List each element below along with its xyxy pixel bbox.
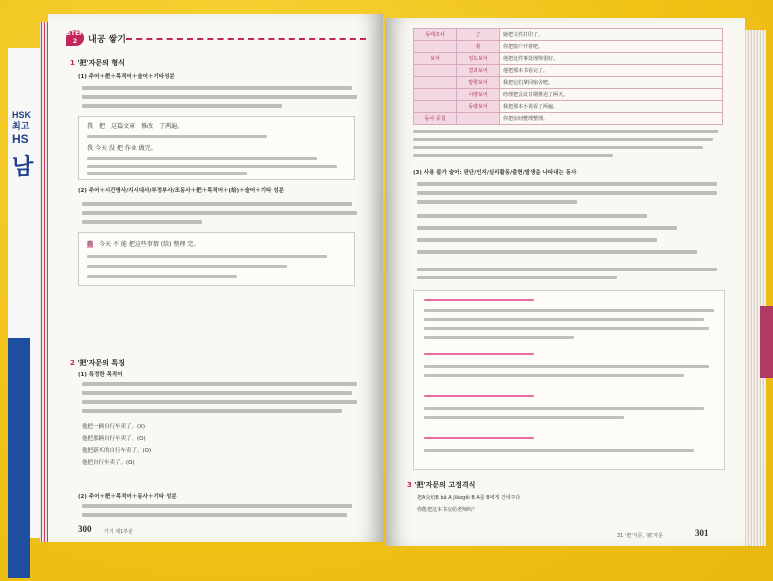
open-book [8,8,770,578]
table-row: 시량보어 经理把会议日期推迟了两天。 [414,89,723,101]
table-row-3: 我 今天 不 能 把这些事情 (给) 整理 完。 [87,241,200,248]
section-4-heading: 3 '把'자문의 고정격식 [407,481,476,489]
left-page-footer: 가기 제1부분 [104,529,133,535]
left-page [48,14,383,542]
example-table-1 [78,116,355,180]
example-4: 他把自行车卖了。(O) [82,460,135,466]
section-1-heading: 1 '把'자문의 형식 [70,59,125,67]
example-1: 他把一辆自行车卖了。(X) [82,424,146,430]
table-row: 着 你把窗户开着吧。 [414,41,723,53]
section-3-subheading: (3) 사용 불가 술어: 판단/인지/심리활동/출현/발생을 나타내는 동사 [413,170,577,176]
right-page-edges [744,30,766,546]
section-1-subheading-1: (1) 주어＋把＋목적어＋술어＋기타성분 [78,74,175,80]
right-page [385,18,745,546]
chapter-tab [760,306,773,378]
table-row-2: 我 今天 没 把 作业 做完。 [87,145,157,152]
step-divider [126,38,366,40]
table-row: 결과보어 他把那本书看完了。 [414,65,723,77]
table-row-1: 我 把 这篇文章 修改 了两遍。 [87,123,184,130]
fixed-pattern-1: 把A交给B bǎ A jiāogěi B A를 B에게 건네주다 [417,495,521,501]
fixed-pattern-example: 你能把这本书交给老师吗？ [417,507,478,513]
step-title: 내공 쌓기 [88,35,126,45]
section-2-subheading-1: (1) 특정한 목적어 [78,372,123,378]
function-table [413,28,723,125]
step-header [66,30,366,46]
underlying-book-title: HSK 최고 HS 남 [12,110,34,179]
page-number-right: 301 [695,528,709,538]
example-2: 他把那辆自行车卖了。(O) [82,436,146,442]
verb-list-box [413,290,725,470]
section-1-subheading-2: (2) 주어＋시간명사/지시대사/부정부사/조동사＋把＋목적어＋(给)＋술어＋기타 성분 [78,188,284,194]
table-row: 동태조사 了 她把文件打印了。 [414,29,723,41]
section-2-subheading-2: (2) 주어＋把＋목적어＋동사＋기타 성분 [78,494,177,500]
step-badge: STEP 2 [66,30,84,45]
table-row: 동량보어 我把那本小说看了两遍。 [414,101,723,113]
example-3: 他把新买的自行车卖了。(O) [82,448,152,454]
table-row: 방향보어 我把它们拿回宿舍吧。 [414,77,723,89]
section-2-heading: 2 '把'자문의 특징 [70,359,125,367]
table-row: 동사 중첩 你把房间整理整理。 [414,113,723,125]
table-row: 보어 정도보어 他把这件事处理得很好。 [414,53,723,65]
example-table-2 [78,232,355,286]
right-page-footer: 31 '把'자문, '被'자문 [617,533,663,539]
underlying-book-blue-band [8,338,30,578]
page-number-left: 300 [78,524,92,534]
